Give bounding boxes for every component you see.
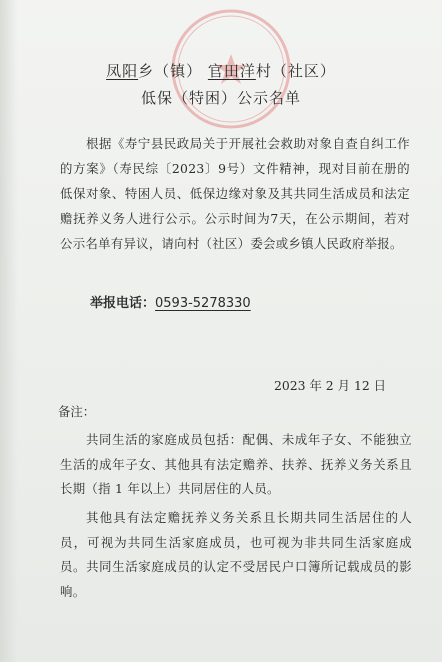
township-name: 凤阳 <box>106 62 139 80</box>
village-suffix: 村（社区） <box>255 62 336 80</box>
notice-date: 2023 年 2 月 12 日 <box>274 378 387 393</box>
notice-body-paragraph: 根据《寿宁县民政局关于开展社会救助对象自查自纠工作的方案》（寿民综〔2023〕9号）文件精神，现对目前在册的低保对象、特困人员、低保边缘对象及其共同生活成员和法定赡抚养义务人进行公示。公示时间为7天，在公示期间，若对公示名单有异议，请向村（社区）委会或乡镇人民政府举报。 <box>60 136 410 251</box>
township-suffix: 乡（镇） <box>138 62 203 80</box>
village-name: 官田洋 <box>207 62 256 80</box>
report-hotline <box>90 292 271 311</box>
notice-subtitle: 低保（特困）公示名单 <box>140 89 301 107</box>
remarks-note-1: 共同生活的家庭成员包括：配偶、未成年子女、不能独立生活的成年子女、其他具有法定赡养、扶养、抚养义务关系且长期（指 1 年以上）共同居住的人员。 <box>60 432 412 496</box>
remarks-label: 备注： <box>58 404 96 419</box>
hotline-number: 0593-5278330 <box>155 296 251 311</box>
hotline-label: 举报电话： <box>90 296 156 311</box>
notice-title-line1 <box>0 60 442 81</box>
remarks-note-2: 其他具有法定赡抚养义务关系且长期共同生活居住的人员，可视为共同生活家庭成员，也可视为非共同生活家庭成员。共同生活家庭成员的认定不受居民户口簿所记载成员的影响。 <box>60 510 412 599</box>
